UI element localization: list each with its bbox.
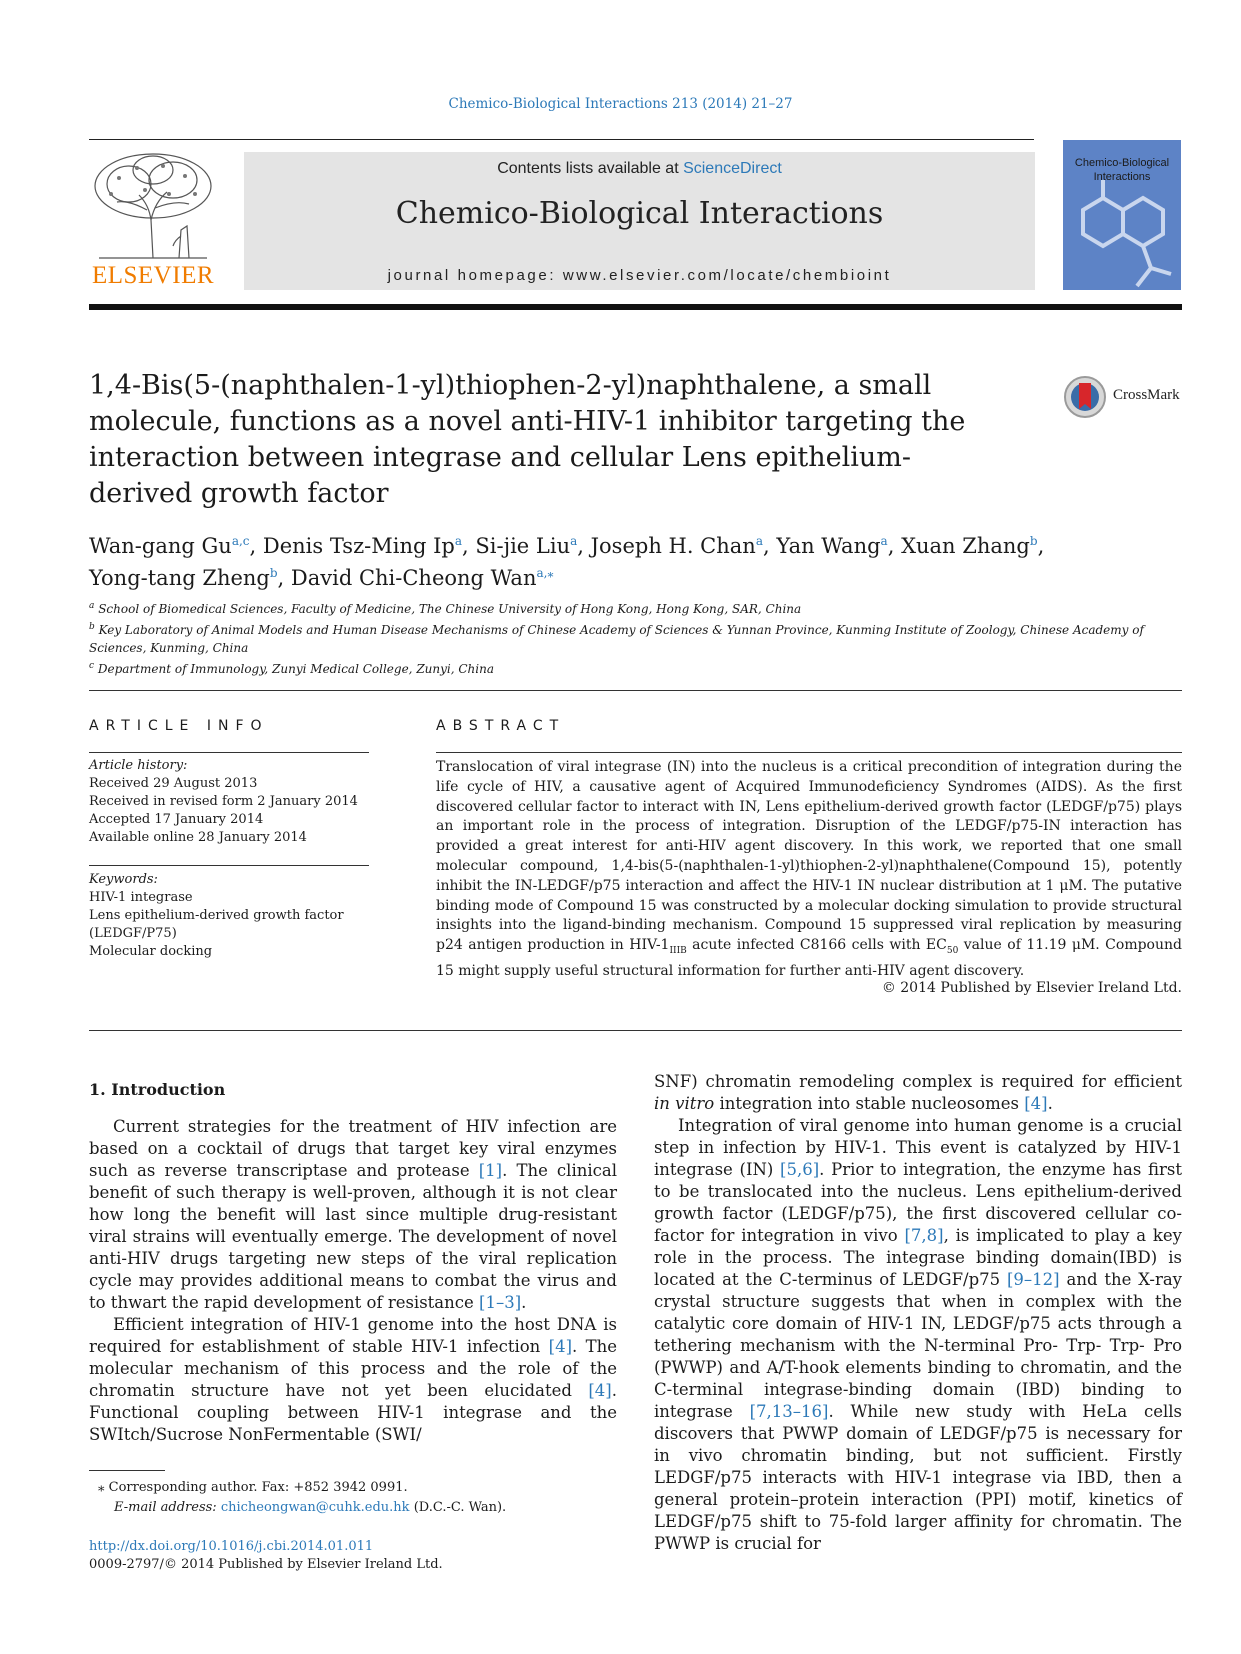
corresponding-author: ⁎ Corresponding author. Fax: +852 3942 0991. <box>98 1480 408 1495</box>
text-run: Efficient integration of HIV-1 genome into the host DNA is required for establishment of stable HIV-1 infection <box>89 1315 617 1356</box>
right-column <box>654 1071 1182 1555</box>
abstract-subscript: 50 <box>946 945 959 956</box>
article-history <box>89 757 379 847</box>
doi-block <box>89 1538 443 1574</box>
abstract-heading: ABSTRACT <box>436 718 566 734</box>
citation-link[interactable]: [1] <box>478 1161 503 1180</box>
author-separator: , <box>277 566 291 590</box>
affiliation-mark: c <box>89 661 95 671</box>
author-affiliation-mark[interactable]: a,⁎ <box>536 566 554 580</box>
citation-link[interactable]: [1–3] <box>479 1293 522 1312</box>
history-item: Received in revised form 2 January 2014 <box>89 794 358 809</box>
affiliation-item <box>89 657 1182 678</box>
corresponding-footnote <box>98 1478 618 1518</box>
author-affiliation-mark[interactable]: a <box>755 534 763 548</box>
text-run: SNF) chromatin remodeling complex is required for efficient <box>654 1072 1182 1091</box>
author-affiliation-mark[interactable]: b <box>1029 534 1038 548</box>
affiliations-rule <box>89 690 1182 691</box>
paragraph <box>89 1314 617 1446</box>
author-name[interactable]: David Chi-Cheong Wan <box>290 566 537 590</box>
author-separator: , <box>1037 534 1045 558</box>
affiliation-text: Key Laboratory of Animal Models and Human Disease Mechanisms of Chinese Academy of Sciences & Yunnan Province, Kunming Institute of Zoology, Chinese Academy of Sciences, Kunming, China <box>89 623 1144 655</box>
author-affiliation-mark[interactable]: a <box>570 534 578 548</box>
abstract-part: value of 11.19 μM. Compound 15 might supply useful structural information for further anti-HIV agent discovery. <box>436 937 1182 979</box>
text-run: . The clinical benefit of such therapy is well-proven, although it is not clear how long the benefit will last since multiple drug-resistant viral strains will eventually emerge. The development of novel anti-HIV drugs targeting new steps of the viral replication cycle may provides additional means to combat the virus and to thwart the rapid development of resistance <box>89 1161 617 1312</box>
journal-reference[interactable]: Chemico-Biological Interactions 213 (2014) 21–27 <box>448 96 793 112</box>
crossmark-label: CrossMark <box>1113 387 1180 403</box>
paragraph <box>654 1115 1182 1555</box>
doi-link[interactable]: http://dx.doi.org/10.1016/j.cbi.2014.01.011 <box>89 1539 374 1554</box>
journal-cover <box>1063 140 1181 290</box>
citation-link[interactable]: [7,13–16] <box>749 1402 829 1421</box>
abstract-part: Translocation of viral integrase (IN) into the nucleus is a critical precondition of integration during the life cycle of HIV, a causative agent of Acquired Immunodeficiency Syndromes (AIDS). As the first discovered cellular factor to interact with IN, Lens epithelium-derived growth factor (LEDGF/p75) plays an important role in the process of integration. Disruption of the LEDGF/p75-IN interaction has provided a great interest for anti-HIV agent discovery. In this work, we reported that one small molecular compound, 1,4-bis(5-(naphthalen-1-yl)thiophen-2-yl)naphthalene(Compound 15), potently inhibit the IN-LEDGF/p75 interaction and affect the HIV-1 IN nuclear distribution at 1 μM. The putative binding mode of Compound 15 was constructed by a molecular docking simulation to provide structural insights into the ligand-binding mechanism. Compound 15 suppressed viral replication by measuring p24 antigen production in HIV-1 <box>436 759 1182 954</box>
author-name[interactable]: Yong-tang Zheng <box>89 566 270 590</box>
citation-link[interactable]: [5,6] <box>780 1160 820 1179</box>
cover-title: Chemico-Biological Interactions <box>1074 157 1170 183</box>
elsevier-tree-icon <box>89 150 217 260</box>
email-line <box>98 1498 618 1518</box>
citation-link[interactable]: [7,8] <box>904 1226 944 1245</box>
text-run: , is implicated to play a key role in the process. The integrase binding domain(IBD) is located at the C-terminus of LEDGF/p75 <box>654 1226 1182 1289</box>
email-label: E-mail address: <box>114 1500 221 1515</box>
abstract-subscript: IIIB <box>669 945 687 956</box>
paragraph <box>654 1071 1182 1115</box>
keyword-item: Lens epithelium-derived growth factor <box>89 908 344 923</box>
article-info-rule <box>89 752 369 753</box>
author-name[interactable]: Wan-gang Gu <box>89 534 232 558</box>
text-run: and the X-ray crystal structure suggests that when in complex with the catalytic core domain of HIV-1 IN, LEDGF/p75 acts through a tethering mechanism with the N-terminal Pro- Trp- Trp- Pro (PWWP) and A/T-hook elements binding to chromatin, and the C-terminal integrase-binding domain (IBD) binding to integrase <box>654 1270 1183 1421</box>
abstract-bottom-rule <box>89 1030 1182 1031</box>
journal-title: Chemico-Biological Interactions <box>395 196 884 231</box>
affiliation-mark: a <box>89 601 95 611</box>
author-affiliation-mark[interactable]: a,c <box>231 534 250 548</box>
text-run: . Prior to integration, the enzyme has first to be translocated into the nucleus. Lens epithelium-derived growth factor (LEDGF/p75), the first discovered cellular co-factor for integration in vivo <box>654 1160 1183 1245</box>
author-list <box>89 528 1182 592</box>
author-separator: , <box>577 534 591 558</box>
text-run: Integration of viral genome into human genome is a crucial step in infection by HIV-1. This event is catalyzed by HIV-1 integrase (IN) <box>654 1116 1182 1179</box>
history-item: Received 29 August 2013 <box>89 776 258 791</box>
email-suffix: (D.C.-C. Wan). <box>409 1500 507 1515</box>
author-separator: , <box>887 534 902 558</box>
header-rule <box>89 139 1034 140</box>
citation-link[interactable]: [4] <box>548 1337 573 1356</box>
crossmark-icon <box>1063 375 1107 419</box>
abstract-rule <box>436 752 1182 753</box>
crossmark-badge[interactable] <box>1063 375 1183 419</box>
footnote-rule <box>89 1470 165 1471</box>
author-name[interactable]: Denis Tsz-Ming Ip <box>262 534 455 558</box>
author-separator: , <box>249 534 263 558</box>
email-link[interactable]: chicheongwan@cuhk.edu.hk <box>220 1500 410 1515</box>
history-item: Available online 28 January 2014 <box>89 830 307 845</box>
affiliations <box>89 597 1182 678</box>
affiliation-text: Department of Immunology, Zunyi Medical College, Zunyi, China <box>97 662 494 676</box>
author-affiliation-mark[interactable]: a <box>454 534 463 548</box>
citation-link[interactable]: [4] <box>1024 1094 1048 1113</box>
author-name[interactable]: Yan Wang <box>776 534 881 558</box>
header-thick-rule <box>89 304 1182 310</box>
author-name[interactable]: Joseph H. Chan <box>590 534 756 558</box>
affiliation-item <box>89 597 1182 618</box>
text-run: . While new study with HeLa cells discovers that PWWP domain of LEDGF/p75 is necessary for in vivo chromatin binding, but not sufficient. Firstly LEDGF/p75 interacts with HIV-1 integrase via IBD, then a general protein–protein interaction (PPI) motif, kinetics of LEDGF/p75 shift to 75-fold larger affinity for chromatin. The PWWP is crucial for <box>654 1402 1182 1553</box>
italic-run: in vitro <box>654 1094 715 1113</box>
abstract-text <box>436 758 1182 982</box>
text-run: . Functional coupling between HIV-1 integrase and the SWItch/Sucrose NonFermentable (SWI/ <box>89 1381 617 1444</box>
paragraph <box>89 1116 617 1314</box>
contents-prefix: Contents lists available at <box>497 160 684 177</box>
keyword-item: (LEDGF/P75) <box>89 926 177 941</box>
keyword-item: HIV-1 integrase <box>89 890 193 905</box>
text-run: integration into stable nucleosomes <box>714 1094 1025 1113</box>
contents-line <box>244 160 1035 178</box>
abstract-part: acute infected C8166 cells with EC <box>686 937 947 954</box>
keywords-rule <box>89 865 369 866</box>
keywords <box>89 871 379 961</box>
elsevier-wordmark: ELSEVIER <box>91 262 215 289</box>
author-separator: , <box>462 534 476 558</box>
article-info-heading: ARTICLE INFO <box>89 718 269 734</box>
author-name[interactable]: Si-jie Liu <box>475 534 571 558</box>
author-affiliation-mark[interactable]: b <box>269 566 278 580</box>
journal-banner <box>244 152 1035 290</box>
keywords-label: Keywords: <box>89 872 158 887</box>
text-run: . <box>1047 1094 1053 1113</box>
citation-link[interactable]: [4] <box>588 1381 612 1400</box>
text-run: Current strategies for the treatment of HIV infection are based on a cocktail of drugs that target key viral enzymes such as reverse transcriptase and protease <box>89 1117 617 1180</box>
journal-homepage[interactable]: journal homepage: www.elsevier.com/locate/chembioint <box>387 267 892 284</box>
keyword-item: Molecular docking <box>89 944 213 959</box>
affiliation-item <box>89 618 1182 657</box>
issn-line: 0009-2797/© 2014 Published by Elsevier Ireland Ltd. <box>89 1557 443 1572</box>
section-heading-introduction: 1. Introduction <box>89 1080 226 1099</box>
affiliation-text: School of Biomedical Sciences, Faculty of Medicine, The Chinese University of Hong Kong, Hong Kong, SAR, China <box>98 602 802 616</box>
sciencedirect-link[interactable]: ScienceDirect <box>683 160 782 177</box>
affiliation-mark: b <box>89 622 95 632</box>
article-title: 1,4-Bis(5-(naphthalen-1-yl)thiophen-2-yl)naphthalene, a small molecule, functions as a novel anti-HIV-1 inhibitor targeting the interaction between integrase and cellular Lens epithelium-derived growth factor <box>89 370 966 509</box>
text-run: . The molecular mechanism of this process and the role of the chromatin structure have not yet been elucidated <box>89 1337 618 1400</box>
author-separator: , <box>762 534 777 558</box>
text-run: . <box>521 1293 527 1312</box>
citation-link[interactable]: [9–12] <box>1007 1270 1060 1289</box>
abstract-copyright: © 2014 Published by Elsevier Ireland Ltd. <box>881 980 1182 996</box>
left-column <box>89 1116 617 1446</box>
author-name[interactable]: Xuan Zhang <box>901 534 1030 558</box>
elsevier-logo <box>89 150 217 290</box>
history-item: Accepted 17 January 2014 <box>89 812 264 827</box>
history-label: Article history: <box>89 758 188 773</box>
author-affiliation-mark[interactable]: a <box>880 534 888 548</box>
